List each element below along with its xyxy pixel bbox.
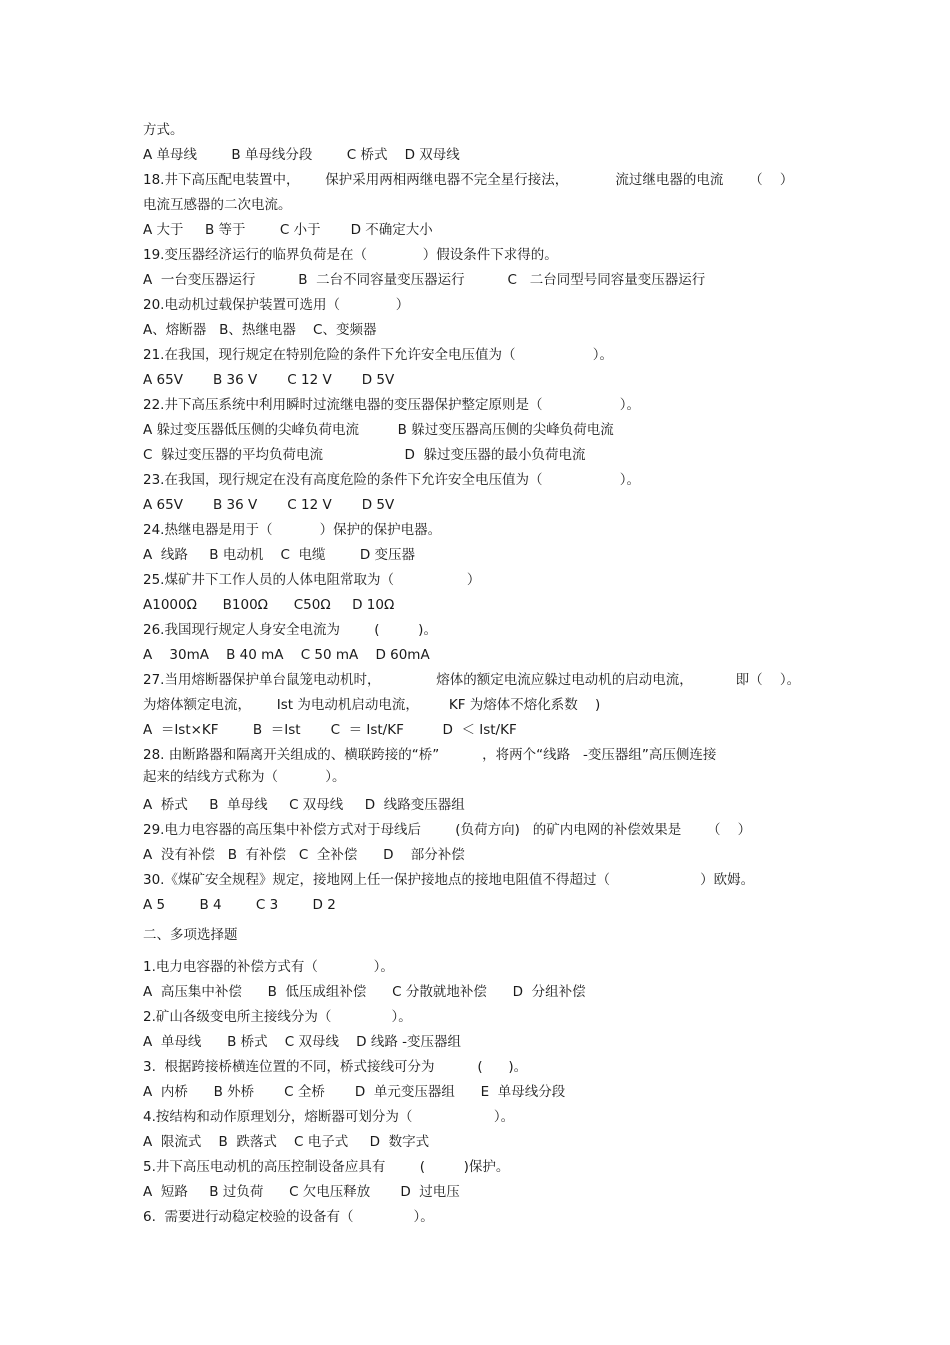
options-line: A 65V B 36 V C 12 V D 5V — [143, 372, 395, 388]
question-20: 20.电动机过载保护装置可选用（ ） — [143, 297, 410, 313]
multi-question-5: 5.井下高压电动机的高压控制设备应具有 ( )保护。 — [143, 1159, 510, 1175]
question-22: 22.井下高压系统中利用瞬时过流继电器的变压器保护整定原则是（ ）。 — [143, 397, 640, 413]
options-line: A 大于 B 等于 C 小于 D 不确定大小 — [143, 222, 433, 238]
question-18: 18.井下高压配电装置中， 保护采用两相两继电器不完全星行接法， 流过继电器的电流 （ ） — [143, 172, 794, 188]
options-line: A 短路 B 过负荷 C 欠电压释放 D 过电压 — [143, 1184, 460, 1200]
text-line: A 单母线 B 单母线分段 C 桥式 D 双母线 — [143, 147, 460, 163]
options-line: A 桥式 B 单母线 C 双母线 D 线路变压器组 — [143, 797, 465, 813]
options-line: C 躲过变压器的平均负荷电流 D 躲过变压器的最小负荷电流 — [143, 447, 586, 463]
question-30: 30.《煤矿安全规程》规定，接地网上任一保护接地点的接地电阻值不得超过（ ）欧姆。 — [143, 872, 755, 888]
section-heading: 二、多项选择题 — [143, 927, 238, 943]
question-29: 29.电力电容器的高压集中补偿方式对于母线后 (负荷方向) 的矿内电网的补偿效果是 （ ） — [143, 822, 752, 838]
question-23: 23.在我国，现行规定在没有高度危险的条件下允许安全电压值为（ ）。 — [143, 472, 640, 488]
multi-question-1: 1.电力电容器的补偿方式有（ ）。 — [143, 959, 394, 975]
options-line: A 65V B 36 V C 12 V D 5V — [143, 497, 395, 513]
multi-question-3: 3. 根据跨接桥横连位置的不同，桥式接线可分为 ( )。 — [143, 1059, 528, 1075]
question-21: 21.在我国，现行规定在特别危险的条件下允许安全电压值为（ ）。 — [143, 347, 613, 363]
multi-question-2: 2.矿山各级变电所主接线分为（ ）。 — [143, 1009, 412, 1025]
text-line: 电流互感器的二次电流。 — [143, 197, 292, 213]
options-line: A 5 B 4 C 3 D 2 — [143, 897, 336, 913]
options-line: A 高压集中补偿 B 低压成组补偿 C 分散就地补偿 D 分组补偿 — [143, 984, 586, 1000]
options-line: A1000Ω B100Ω C50Ω D 10Ω — [143, 597, 395, 613]
question-25: 25.煤矿井下工作人员的人体电阻常取为（ ） — [143, 572, 481, 588]
options-line: A 线路 B 电动机 C 电缆 D 变压器 — [143, 547, 416, 563]
options-line: A 限流式 B 跌落式 C 电子式 D 数字式 — [143, 1134, 430, 1150]
text-line: 起来的结线方式称为（ ）。 — [143, 769, 346, 785]
options-line: A ＝Ist×KF B ＝Ist C ＝ Ist/KF D ＜ Ist/KF — [143, 722, 517, 738]
question-28: 28. 由断路器和隔离开关组成的、横联跨接的“桥” ，将两个“线路 -变压器组”高压侧连接 — [143, 747, 717, 763]
text-line: 为熔体额定电流， Ist 为电动机启动电流， KF 为熔体不熔化系数 ) — [143, 697, 601, 713]
options-line: A 30mA B 40 mA C 50 mA D 60mA — [143, 647, 430, 663]
text-line: 方式。 — [143, 122, 184, 138]
question-26: 26.我国现行规定人身安全电流为 ( )。 — [143, 622, 437, 638]
options-line: A 单母线 B 桥式 C 双母线 D 线路 -变压器组 — [143, 1034, 462, 1050]
question-24: 24.热继电器是用于（ ）保护的保护电器。 — [143, 522, 442, 538]
question-27: 27.当用熔断器保护单台鼠笼电动机时， 熔体的额定电流应躲过电动机的启动电流， 即（ ）。 — [143, 672, 801, 688]
options-line: A 没有补偿 B 有补偿 C 全补偿 D 部分补偿 — [143, 847, 465, 863]
options-line: A 躲过变压器低压侧的尖峰负荷电流 B 躲过变压器高压侧的尖峰负荷电流 — [143, 422, 614, 438]
multi-question-6: 6. 需要进行动稳定校验的设备有（ ）。 — [143, 1209, 434, 1225]
options-line: A 一台变压器运行 B 二台不同容量变压器运行 C 二台同型号同容量变压器运行 — [143, 272, 706, 288]
options-line: A 内桥 B 外桥 C 全桥 D 单元变压器组 E 单母线分段 — [143, 1084, 566, 1100]
question-19: 19.变压器经济运行的临界负荷是在（ ）假设条件下求得的。 — [143, 247, 558, 263]
multi-question-4: 4.按结构和动作原理划分，熔断器可划分为（ ）。 — [143, 1109, 515, 1125]
options-line: A、熔断器 B、热继电器 C、变频器 — [143, 322, 377, 338]
